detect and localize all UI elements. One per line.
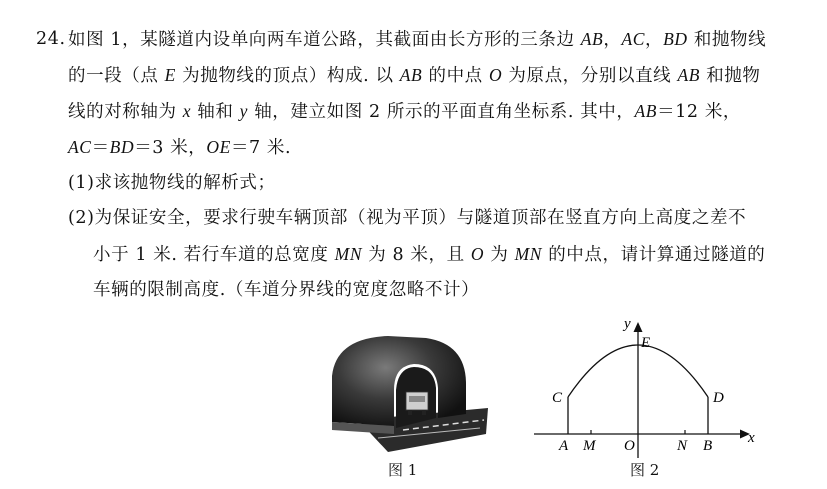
label-M: M xyxy=(583,438,596,454)
label-N: N xyxy=(677,438,688,454)
label-C: C xyxy=(552,390,563,406)
text-run: 和抛物 xyxy=(700,66,761,86)
text-run: 轴和 xyxy=(191,102,240,122)
text-run: ＝ xyxy=(91,138,110,158)
math-variable: BD xyxy=(663,29,688,49)
problem-line-4 xyxy=(68,136,291,159)
text-run: ＝3 米， xyxy=(134,138,207,158)
text-run: 线的对称轴为 xyxy=(68,102,183,122)
text-run: 如图 1，某隧道内设单向两车道公路，其截面由长方形的三条边 xyxy=(68,30,581,50)
math-variable: BD xyxy=(109,137,135,157)
math-variable: OE xyxy=(206,137,231,157)
math-variable: E xyxy=(164,65,176,85)
label-B: B xyxy=(703,438,713,454)
label-D: D xyxy=(713,390,724,406)
text-run: (2)为保证安全，要求行驶车辆顶部（视为平顶）与隧道顶部在竖直方向上高度之差不 xyxy=(68,208,747,228)
math-variable: MN xyxy=(334,244,363,264)
text-run: ， xyxy=(645,30,664,50)
text-run: ＝12 米， xyxy=(657,102,742,122)
label-x: x xyxy=(748,430,755,446)
math-variable: AB xyxy=(580,29,604,49)
problem-line-2 xyxy=(68,64,761,87)
math-variable: y xyxy=(239,101,249,121)
problem-line-1 xyxy=(68,28,766,51)
text-run: (1)求该抛物线的解析式； xyxy=(68,173,276,193)
math-variable: O xyxy=(470,244,485,264)
label-E: E xyxy=(641,335,651,351)
figure-2-caption: 图 2 xyxy=(630,461,660,479)
math-variable: AB xyxy=(677,65,701,85)
label-A: A xyxy=(559,438,569,454)
question-1 xyxy=(68,172,276,194)
text-run: ＝7 米. xyxy=(230,138,292,158)
question-2-line-2 xyxy=(93,243,765,266)
math-variable: AC xyxy=(68,137,92,157)
text-run: 车辆的限制高度.（车道分界线的宽度忽略不计） xyxy=(93,280,480,300)
text-run: 小于 1 米. 若行车道的总宽度 xyxy=(93,245,335,265)
problem-number: 24. xyxy=(36,29,66,49)
math-variable: MN xyxy=(514,244,543,264)
text-run: 和抛物线 xyxy=(687,30,767,50)
problem-line-3 xyxy=(68,100,741,123)
text-run: ， xyxy=(603,30,622,50)
figure-1-tunnel-illustration xyxy=(318,330,490,458)
y-axis-arrow xyxy=(634,322,643,332)
text-run: 为 xyxy=(484,245,515,265)
math-variable: AB xyxy=(634,101,658,121)
text-run: 的一段（点 xyxy=(68,66,165,86)
math-variable: AB xyxy=(399,65,423,85)
text-run: 的中点，请计算通过隧道的 xyxy=(542,245,766,265)
question-2-line-1 xyxy=(68,207,746,229)
label-y: y xyxy=(624,316,631,332)
text-run: 为 8 米，且 xyxy=(362,245,471,265)
math-variable: x xyxy=(182,101,192,121)
math-variable: AC xyxy=(621,29,646,49)
question-2-line-3 xyxy=(93,279,479,301)
label-O: O xyxy=(624,438,635,454)
text-run: 轴，建立如图 2 所示的平面直角坐标系. 其中， xyxy=(248,102,635,122)
figure-2-coordinate-diagram xyxy=(520,312,760,464)
math-variable: O xyxy=(488,65,503,85)
text-run: 的中点 xyxy=(422,66,489,86)
text-run: 为抛物线的顶点）构成. 以 xyxy=(175,66,400,86)
text-run: 为原点，分别以直线 xyxy=(502,66,678,86)
figure-1-caption: 图 1 xyxy=(388,461,418,479)
